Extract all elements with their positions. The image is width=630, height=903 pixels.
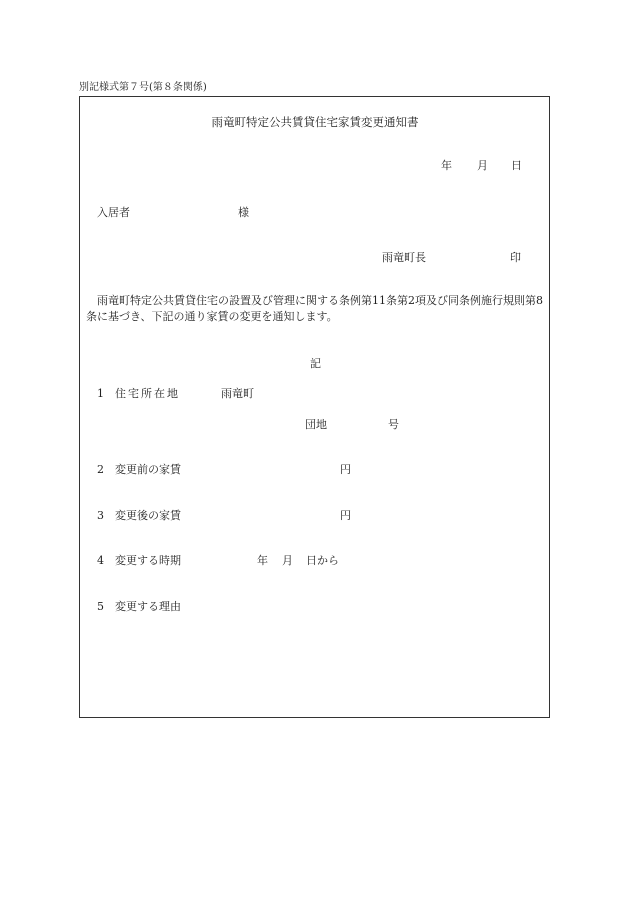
item-1-go: 号	[388, 418, 399, 431]
recipient-honorific: 様	[238, 206, 249, 219]
item-4-year: 年	[257, 554, 268, 567]
item-1-value: 雨竜町	[221, 387, 254, 400]
seal-mark: 印	[510, 251, 521, 264]
item-1-label: 住宅所在地	[115, 387, 180, 400]
body-paragraph: 雨竜町特定公共賃貸住宅の設置及び管理に関する条例第11条第2項及び同条例施行規則第8条に基づき、下記の通り家賃の変更を通知します。	[86, 294, 543, 323]
item-3-label: 変更後の家賃	[115, 509, 181, 522]
item-5-number: 5	[97, 600, 104, 613]
item-4-label: 変更する時期	[115, 554, 181, 567]
item-3-number: 3	[97, 509, 104, 522]
recipient-label: 入居者	[97, 206, 130, 219]
item-3-unit: 円	[340, 509, 351, 522]
document-title: 雨竜町特定公共賃貸住宅家賃変更通知書	[211, 115, 419, 129]
item-1-danchi: 団地	[305, 418, 327, 431]
item-4-suffix: 日から	[306, 554, 339, 567]
form-number-header: 別記様式第７号(第８条関係)	[79, 82, 207, 93]
item-2-unit: 円	[340, 463, 351, 476]
item-2-label: 変更前の家賃	[115, 463, 181, 476]
document-frame	[79, 96, 550, 718]
item-2-number: 2	[97, 463, 104, 476]
ki-heading: 記	[310, 357, 321, 370]
item-5-label: 変更する理由	[115, 600, 181, 613]
date-day: 日	[511, 159, 522, 172]
issuer-label: 雨竜町長	[382, 251, 426, 264]
item-4-month: 月	[282, 554, 293, 567]
date-year: 年	[441, 159, 452, 172]
date-month: 月	[477, 159, 488, 172]
item-4-number: 4	[97, 554, 104, 567]
item-1-number: 1	[97, 387, 104, 400]
